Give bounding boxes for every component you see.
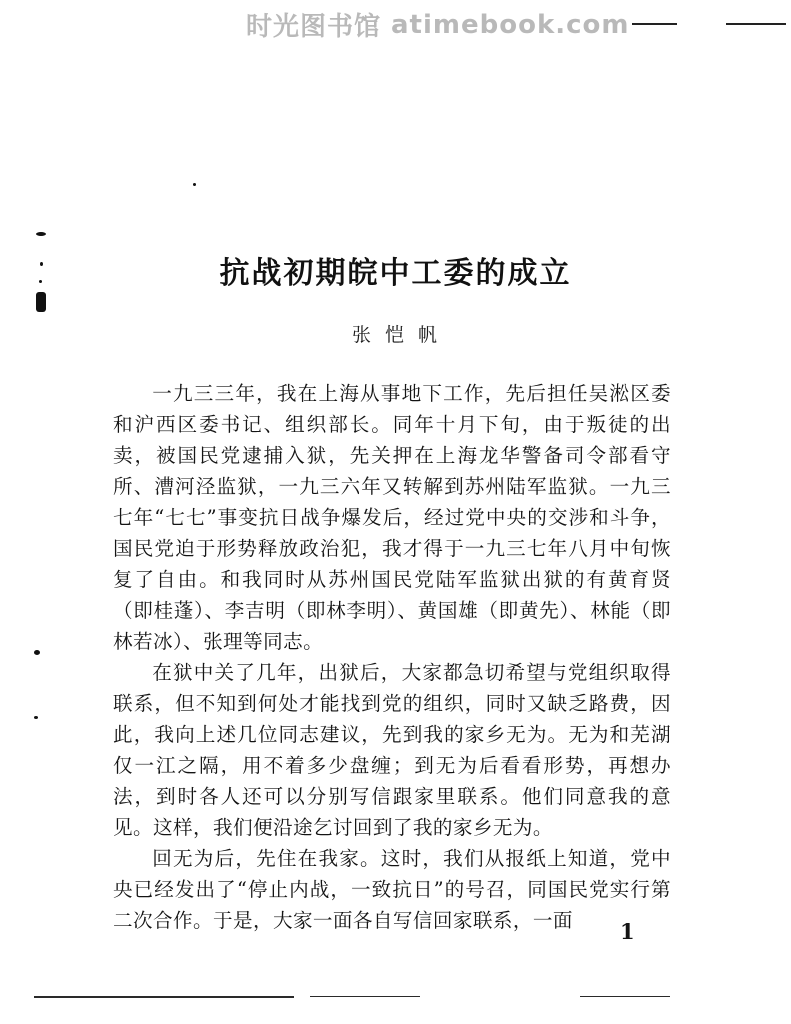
footer-rule: [580, 996, 670, 997]
scan-speck: [36, 232, 46, 236]
header-rule-left: [632, 23, 677, 25]
watermark: [246, 6, 640, 43]
article-title: 抗战初期皖中工委的成立: [219, 256, 572, 292]
article-body: [113, 378, 671, 936]
footer-rule: [310, 996, 420, 997]
paragraph: 回无为后，先住在我家。这时，我们从报纸上知道，党中央已经发出了“停止内战，一致抗日”的号召，同国民党实行第二次合作。于是，大家一面各自写信回家联系，一面: [113, 847, 671, 932]
page-number: 1: [620, 919, 635, 944]
footer-rule: [34, 996, 294, 998]
paragraph: 在狱中关了几年，出狱后，大家都急切希望与党组织取得联系，但不知到何处才能找到党的组织，同时又缺乏路费，因此，我向上述几位同志建议，先到我的家乡无为。无为和芜湖仅一江之隔，用不着多少盘缠；到无为后看看形势，再想办法，到时各人还可以分别写信跟家里联系。他们同意我的意见。这样，我们便沿途乞讨回到了我的家乡无为。: [113, 661, 671, 839]
scan-speck: [36, 292, 46, 312]
paragraph: 一九三三年，我在上海从事地下工作，先后担任吴淞区委和沪西区委书记、组织部长。同年十月下旬，由于叛徒的出卖，被国民党逮捕入狱，先关押在上海龙华警备司令部看守所、漕河泾监狱，一九三六年又转解到苏州陆军监狱。一九三七年“七七”事变抗日战争爆发后，经过党中央的交涉和斗争，国民党迫于形势释放政治犯，我才得于一九三七年八月中旬恢复了自由。和我同时从苏州国民党陆军监狱出狱的有黄育贤（即桂蓬）、李吉明（即林李明）、黄国雄（即黄先）、林能（即林若冰）、张理等同志。: [113, 382, 671, 653]
scan-speck: [34, 650, 40, 655]
scan-speck: [193, 183, 196, 186]
article-author: 张恺帆: [351, 324, 451, 346]
watermark-url: atimebook.com: [391, 9, 630, 40]
watermark-site-name: 时光图书馆: [246, 12, 382, 42]
scan-speck: [34, 716, 38, 719]
header-rule-right: [726, 23, 786, 25]
